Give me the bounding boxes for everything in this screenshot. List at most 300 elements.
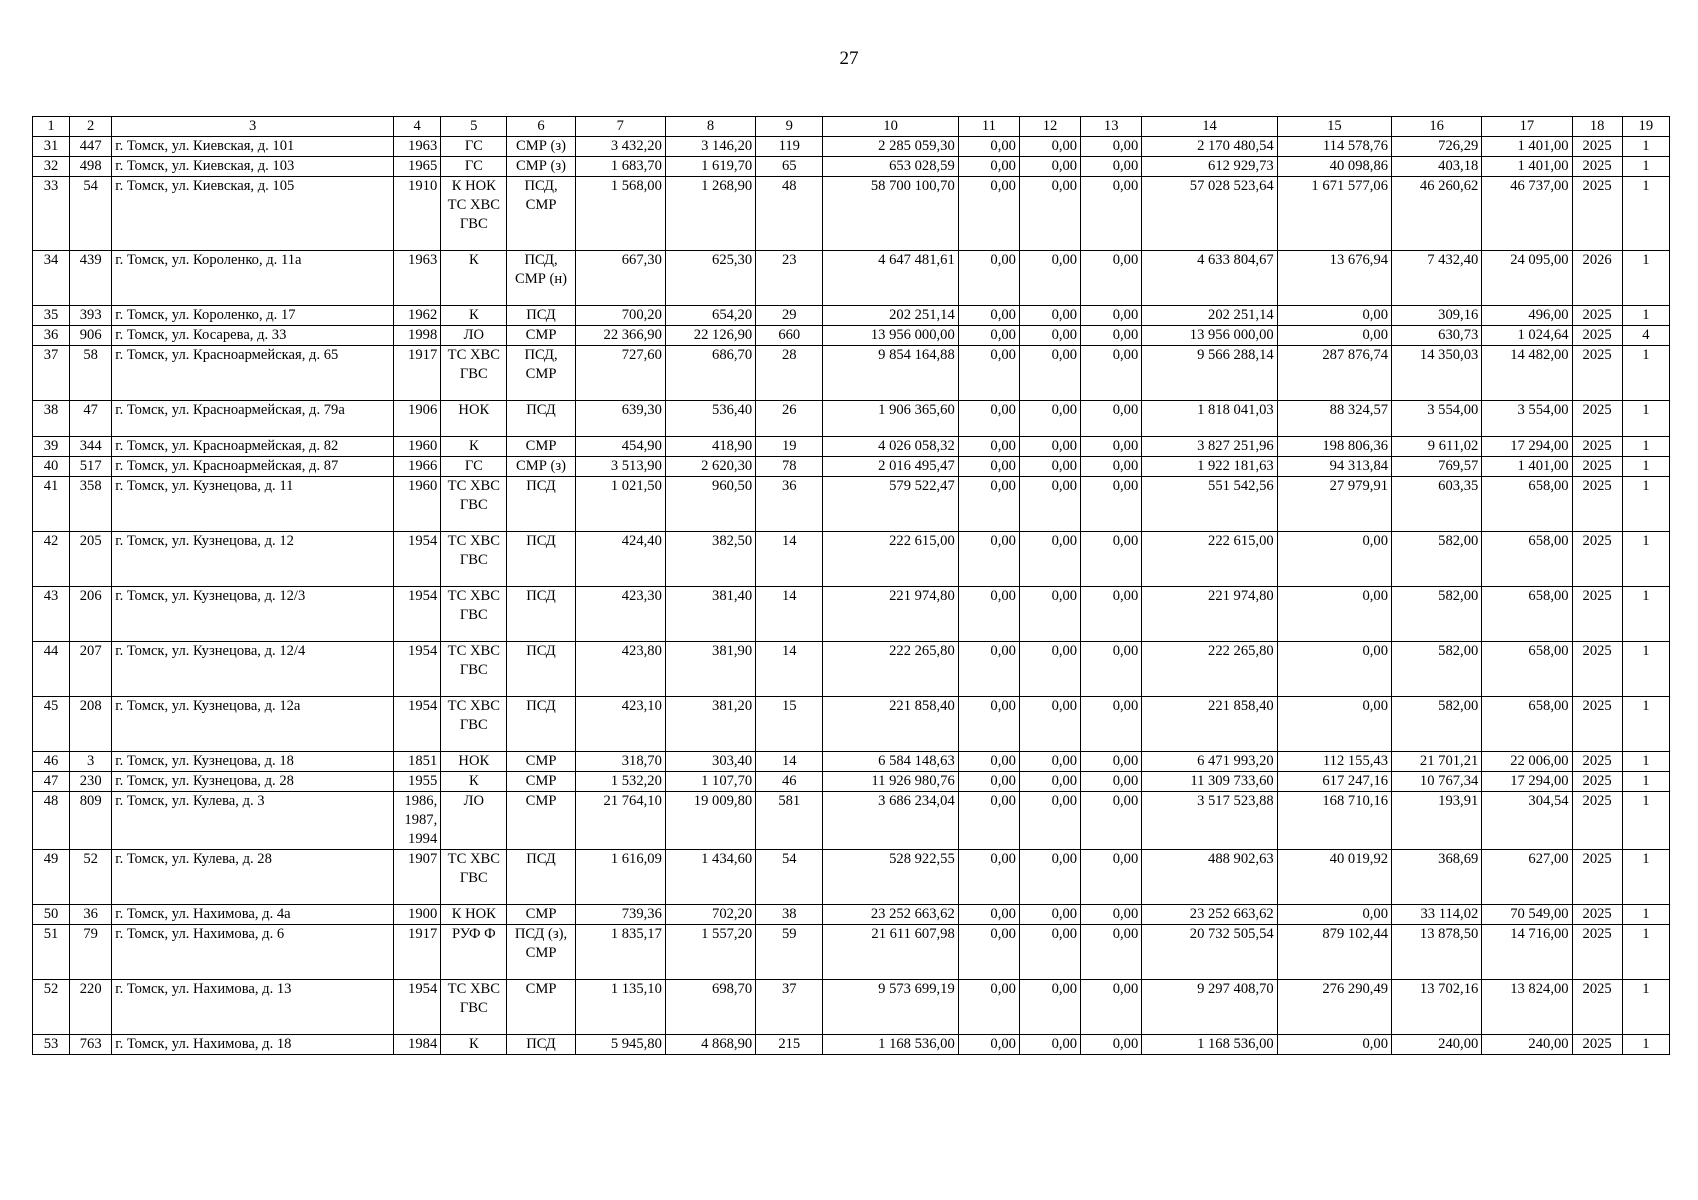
cell-work-stage: ПСД — [507, 697, 575, 752]
cell-cost-col-15: 1 671 577,06 — [1277, 177, 1391, 251]
cell-work-types: РУФ Ф — [441, 925, 507, 980]
cell-house-id: 358 — [70, 477, 112, 532]
cell-max-unit-cost: 24 095,00 — [1482, 251, 1572, 306]
cell-max-unit-cost: 14 716,00 — [1482, 925, 1572, 980]
cell-total-area: 318,70 — [575, 752, 665, 772]
cell-cost-col-12: 0,00 — [1019, 772, 1080, 792]
cell-cost-col-12: 0,00 — [1019, 925, 1080, 980]
cell-cost-col-12: 0,00 — [1019, 752, 1080, 772]
table-row — [33, 792, 1670, 850]
column-header-17: 17 — [1482, 117, 1572, 137]
table-header — [33, 117, 1670, 137]
cell-total-area: 1 568,00 — [575, 177, 665, 251]
cell-address: г. Томск, ул. Нахимова, д. 18 — [112, 1035, 394, 1055]
table-row — [33, 251, 1670, 306]
cell-unit-cost: 193,91 — [1392, 792, 1482, 850]
cell-cost-col-13: 0,00 — [1081, 457, 1142, 477]
cell-year-built: 1900 — [394, 905, 441, 925]
cell-cost-col-15: 0,00 — [1277, 306, 1391, 326]
cell-living-area: 1 434,60 — [665, 850, 755, 905]
cell-cost-col-12: 0,00 — [1019, 306, 1080, 326]
column-header-16: 16 — [1392, 117, 1482, 137]
table-row — [33, 752, 1670, 772]
cell-address: г. Томск, ул. Красноармейская, д. 79а — [112, 401, 394, 437]
header-row — [33, 117, 1670, 137]
cell-row-number: 47 — [33, 772, 70, 792]
column-header-5: 5 — [441, 117, 507, 137]
cell-cost-col-13: 0,00 — [1081, 346, 1142, 401]
cell-house-id: 54 — [70, 177, 112, 251]
cell-total-area: 727,60 — [575, 346, 665, 401]
cell-unit-cost: 3 554,00 — [1392, 401, 1482, 437]
cell-row-number: 49 — [33, 850, 70, 905]
column-header-3: 3 — [112, 117, 394, 137]
cell-total-cost: 21 611 607,98 — [823, 925, 958, 980]
cell-total-area: 423,30 — [575, 587, 665, 642]
cell-year-built: 1986, 1987, 1994 — [394, 792, 441, 850]
cell-house-id: 79 — [70, 925, 112, 980]
cell-year-built: 1954 — [394, 587, 441, 642]
cell-cost-col-14: 9 566 288,14 — [1142, 346, 1277, 401]
cell-address: г. Томск, ул. Красноармейская, д. 87 — [112, 457, 394, 477]
cell-residents: 38 — [756, 905, 823, 925]
cell-unit-cost: 33 114,02 — [1392, 905, 1482, 925]
cell-cost-col-11: 0,00 — [958, 642, 1019, 697]
cell-year-built: 1906 — [394, 401, 441, 437]
cell-cost-col-12: 0,00 — [1019, 457, 1080, 477]
cell-cost-col-14: 222 615,00 — [1142, 532, 1277, 587]
cell-address: г. Томск, ул. Киевская, д. 103 — [112, 157, 394, 177]
cell-house-id: 393 — [70, 306, 112, 326]
cell-living-area: 1 268,90 — [665, 177, 755, 251]
cell-address: г. Томск, ул. Кузнецова, д. 28 — [112, 772, 394, 792]
cell-address: г. Томск, ул. Киевская, д. 101 — [112, 137, 394, 157]
cell-address: г. Томск, ул. Короленко, д. 17 — [112, 306, 394, 326]
cell-cost-col-12: 0,00 — [1019, 587, 1080, 642]
cell-house-id: 498 — [70, 157, 112, 177]
cell-cost-col-12: 0,00 — [1019, 850, 1080, 905]
table-row — [33, 850, 1670, 905]
cell-max-unit-cost: 1 401,00 — [1482, 137, 1572, 157]
cell-work-types: ТС ХВС ГВС — [441, 642, 507, 697]
cell-row-number: 46 — [33, 752, 70, 772]
cell-max-unit-cost: 3 554,00 — [1482, 401, 1572, 437]
cell-residents: 14 — [756, 752, 823, 772]
cell-cost-col-14: 488 902,63 — [1142, 850, 1277, 905]
cell-work-types: ТС ХВС ГВС — [441, 532, 507, 587]
cell-cost-col-11: 0,00 — [958, 925, 1019, 980]
table-row — [33, 437, 1670, 457]
cell-col-19: 1 — [1622, 587, 1669, 642]
cell-row-number: 32 — [33, 157, 70, 177]
cell-cost-col-11: 0,00 — [958, 306, 1019, 326]
cell-unit-cost: 368,69 — [1392, 850, 1482, 905]
cell-work-stage: ПСД — [507, 532, 575, 587]
cell-col-19: 1 — [1622, 925, 1669, 980]
cell-cost-col-15: 0,00 — [1277, 642, 1391, 697]
cell-unit-cost: 309,16 — [1392, 306, 1482, 326]
cell-work-types: К — [441, 437, 507, 457]
cell-max-unit-cost: 22 006,00 — [1482, 752, 1572, 772]
cell-max-unit-cost: 658,00 — [1482, 642, 1572, 697]
table-row — [33, 346, 1670, 401]
cell-unit-cost: 9 611,02 — [1392, 437, 1482, 457]
cell-house-id: 205 — [70, 532, 112, 587]
cell-address: г. Томск, ул. Кузнецова, д. 12/3 — [112, 587, 394, 642]
cell-cost-col-11: 0,00 — [958, 850, 1019, 905]
cell-residents: 119 — [756, 137, 823, 157]
cell-residents: 29 — [756, 306, 823, 326]
column-header-18: 18 — [1572, 117, 1622, 137]
table-row — [33, 157, 1670, 177]
cell-total-area: 5 945,80 — [575, 1035, 665, 1055]
cell-row-number: 42 — [33, 532, 70, 587]
cell-work-types: ГС — [441, 157, 507, 177]
cell-max-unit-cost: 240,00 — [1482, 1035, 1572, 1055]
cell-total-cost: 222 265,80 — [823, 642, 958, 697]
cell-row-number: 52 — [33, 980, 70, 1035]
cell-unit-cost: 603,35 — [1392, 477, 1482, 532]
cell-year-built: 1960 — [394, 477, 441, 532]
cell-work-stage: ПСД, СМР (н) — [507, 251, 575, 306]
cell-cost-col-15: 198 806,36 — [1277, 437, 1391, 457]
cell-cost-col-14: 6 471 993,20 — [1142, 752, 1277, 772]
cell-unit-cost: 13 878,50 — [1392, 925, 1482, 980]
cell-living-area: 381,90 — [665, 642, 755, 697]
cell-cost-col-14: 20 732 505,54 — [1142, 925, 1277, 980]
cell-row-number: 44 — [33, 642, 70, 697]
cell-residents: 37 — [756, 980, 823, 1035]
cell-work-types: К НОК ТС ХВС ГВС — [441, 177, 507, 251]
cell-row-number: 38 — [33, 401, 70, 437]
cell-cost-col-13: 0,00 — [1081, 532, 1142, 587]
cell-plan-year: 2025 — [1572, 177, 1622, 251]
cell-cost-col-12: 0,00 — [1019, 437, 1080, 457]
cell-col-19: 1 — [1622, 980, 1669, 1035]
cell-cost-col-15: 0,00 — [1277, 697, 1391, 752]
cell-plan-year: 2025 — [1572, 752, 1622, 772]
cell-cost-col-11: 0,00 — [958, 157, 1019, 177]
cell-work-stage: СМР (з) — [507, 137, 575, 157]
cell-total-area: 22 366,90 — [575, 326, 665, 346]
cell-plan-year: 2025 — [1572, 306, 1622, 326]
cell-residents: 14 — [756, 532, 823, 587]
cell-col-19: 1 — [1622, 157, 1669, 177]
cell-total-cost: 4 647 481,61 — [823, 251, 958, 306]
cell-residents: 660 — [756, 326, 823, 346]
cell-plan-year: 2026 — [1572, 251, 1622, 306]
cell-row-number: 39 — [33, 437, 70, 457]
cell-col-19: 1 — [1622, 457, 1669, 477]
cell-plan-year: 2025 — [1572, 792, 1622, 850]
cell-living-area: 698,70 — [665, 980, 755, 1035]
cell-col-19: 1 — [1622, 1035, 1669, 1055]
cell-residents: 46 — [756, 772, 823, 792]
cell-work-types: ТС ХВС ГВС — [441, 477, 507, 532]
cell-residents: 36 — [756, 477, 823, 532]
cell-cost-col-15: 0,00 — [1277, 905, 1391, 925]
cell-residents: 28 — [756, 346, 823, 401]
cell-plan-year: 2025 — [1572, 642, 1622, 697]
cell-work-stage: СМР — [507, 905, 575, 925]
cell-unit-cost: 582,00 — [1392, 532, 1482, 587]
cell-total-area: 667,30 — [575, 251, 665, 306]
cell-cost-col-13: 0,00 — [1081, 177, 1142, 251]
cell-max-unit-cost: 13 824,00 — [1482, 980, 1572, 1035]
cell-total-area: 739,36 — [575, 905, 665, 925]
cell-address: г. Томск, ул. Кулева, д. 28 — [112, 850, 394, 905]
cell-work-types: К — [441, 306, 507, 326]
cell-living-area: 22 126,90 — [665, 326, 755, 346]
table-row — [33, 457, 1670, 477]
table-row — [33, 401, 1670, 437]
cell-cost-col-12: 0,00 — [1019, 905, 1080, 925]
table-row — [33, 532, 1670, 587]
cell-cost-col-15: 88 324,57 — [1277, 401, 1391, 437]
cell-address: г. Томск, ул. Красноармейская, д. 82 — [112, 437, 394, 457]
cell-year-built: 1851 — [394, 752, 441, 772]
cell-total-area: 1 683,70 — [575, 157, 665, 177]
cell-house-id: 207 — [70, 642, 112, 697]
cell-col-19: 1 — [1622, 792, 1669, 850]
cell-cost-col-15: 94 313,84 — [1277, 457, 1391, 477]
cell-residents: 19 — [756, 437, 823, 457]
table-row — [33, 306, 1670, 326]
table-row — [33, 1035, 1670, 1055]
table-row — [33, 980, 1670, 1035]
cell-cost-col-12: 0,00 — [1019, 346, 1080, 401]
cell-house-id: 206 — [70, 587, 112, 642]
cell-max-unit-cost: 46 737,00 — [1482, 177, 1572, 251]
cell-house-id: 230 — [70, 772, 112, 792]
cell-col-19: 1 — [1622, 642, 1669, 697]
cell-living-area: 3 146,20 — [665, 137, 755, 157]
cell-living-area: 381,40 — [665, 587, 755, 642]
cell-col-19: 1 — [1622, 697, 1669, 752]
cell-cost-col-14: 3 827 251,96 — [1142, 437, 1277, 457]
cell-cost-col-13: 0,00 — [1081, 850, 1142, 905]
cell-cost-col-13: 0,00 — [1081, 792, 1142, 850]
cell-cost-col-14: 13 956 000,00 — [1142, 326, 1277, 346]
cell-cost-col-14: 3 517 523,88 — [1142, 792, 1277, 850]
cell-cost-col-13: 0,00 — [1081, 157, 1142, 177]
cell-address: г. Томск, ул. Нахимова, д. 13 — [112, 980, 394, 1035]
cell-cost-col-15: 0,00 — [1277, 587, 1391, 642]
cell-unit-cost: 630,73 — [1392, 326, 1482, 346]
column-header-6: 6 — [507, 117, 575, 137]
cell-col-19: 1 — [1622, 137, 1669, 157]
cell-total-area: 1 835,17 — [575, 925, 665, 980]
column-header-10: 10 — [823, 117, 958, 137]
cell-cost-col-15: 0,00 — [1277, 326, 1391, 346]
cell-row-number: 50 — [33, 905, 70, 925]
cell-house-id: 208 — [70, 697, 112, 752]
cell-address: г. Томск, ул. Кузнецова, д. 12 — [112, 532, 394, 587]
cell-col-19: 1 — [1622, 401, 1669, 437]
cell-total-cost: 2 016 495,47 — [823, 457, 958, 477]
cell-col-19: 1 — [1622, 477, 1669, 532]
registry-table — [32, 116, 1670, 1055]
cell-total-cost: 222 615,00 — [823, 532, 958, 587]
cell-unit-cost: 582,00 — [1392, 587, 1482, 642]
cell-house-id: 220 — [70, 980, 112, 1035]
cell-plan-year: 2025 — [1572, 437, 1622, 457]
cell-row-number: 34 — [33, 251, 70, 306]
cell-work-stage: ПСД — [507, 850, 575, 905]
table-row — [33, 177, 1670, 251]
cell-total-area: 700,20 — [575, 306, 665, 326]
cell-cost-col-13: 0,00 — [1081, 587, 1142, 642]
cell-total-cost: 202 251,14 — [823, 306, 958, 326]
cell-unit-cost: 13 702,16 — [1392, 980, 1482, 1035]
cell-address: г. Томск, ул. Кузнецова, д. 11 — [112, 477, 394, 532]
cell-residents: 15 — [756, 697, 823, 752]
column-header-11: 11 — [958, 117, 1019, 137]
cell-house-id: 906 — [70, 326, 112, 346]
cell-plan-year: 2025 — [1572, 697, 1622, 752]
cell-work-stage: ПСД — [507, 642, 575, 697]
cell-row-number: 53 — [33, 1035, 70, 1055]
cell-year-built: 1917 — [394, 925, 441, 980]
table-row — [33, 905, 1670, 925]
cell-work-stage: СМР — [507, 326, 575, 346]
cell-work-types: ТС ХВС ГВС — [441, 980, 507, 1035]
cell-max-unit-cost: 1 401,00 — [1482, 157, 1572, 177]
cell-work-stage: СМР — [507, 772, 575, 792]
cell-living-area: 625,30 — [665, 251, 755, 306]
cell-cost-col-13: 0,00 — [1081, 925, 1142, 980]
cell-address: г. Томск, ул. Кулева, д. 3 — [112, 792, 394, 850]
cell-living-area: 1 107,70 — [665, 772, 755, 792]
cell-cost-col-13: 0,00 — [1081, 642, 1142, 697]
cell-row-number: 33 — [33, 177, 70, 251]
cell-work-stage: ПСД (з), СМР — [507, 925, 575, 980]
cell-max-unit-cost: 658,00 — [1482, 697, 1572, 752]
cell-house-id: 52 — [70, 850, 112, 905]
cell-cost-col-15: 168 710,16 — [1277, 792, 1391, 850]
table-row — [33, 137, 1670, 157]
table-row — [33, 925, 1670, 980]
cell-max-unit-cost: 70 549,00 — [1482, 905, 1572, 925]
cell-plan-year: 2025 — [1572, 1035, 1622, 1055]
cell-plan-year: 2025 — [1572, 137, 1622, 157]
cell-cost-col-12: 0,00 — [1019, 326, 1080, 346]
cell-max-unit-cost: 1 401,00 — [1482, 457, 1572, 477]
cell-cost-col-11: 0,00 — [958, 752, 1019, 772]
cell-total-area: 424,40 — [575, 532, 665, 587]
cell-address: г. Томск, ул. Красноармейская, д. 65 — [112, 346, 394, 401]
cell-address: г. Томск, ул. Косарева, д. 33 — [112, 326, 394, 346]
cell-cost-col-14: 57 028 523,64 — [1142, 177, 1277, 251]
cell-unit-cost: 769,57 — [1392, 457, 1482, 477]
cell-unit-cost: 7 432,40 — [1392, 251, 1482, 306]
cell-cost-col-13: 0,00 — [1081, 437, 1142, 457]
cell-max-unit-cost: 658,00 — [1482, 587, 1572, 642]
cell-total-area: 3 432,20 — [575, 137, 665, 157]
cell-col-19: 1 — [1622, 532, 1669, 587]
cell-max-unit-cost: 1 024,64 — [1482, 326, 1572, 346]
cell-total-cost: 221 858,40 — [823, 697, 958, 752]
cell-residents: 26 — [756, 401, 823, 437]
cell-year-built: 1907 — [394, 850, 441, 905]
cell-living-area: 686,70 — [665, 346, 755, 401]
cell-house-id: 439 — [70, 251, 112, 306]
cell-house-id: 517 — [70, 457, 112, 477]
cell-cost-col-14: 221 858,40 — [1142, 697, 1277, 752]
cell-unit-cost: 46 260,62 — [1392, 177, 1482, 251]
table-row — [33, 587, 1670, 642]
cell-cost-col-14: 2 170 480,54 — [1142, 137, 1277, 157]
cell-living-area: 2 620,30 — [665, 457, 755, 477]
cell-total-area: 21 764,10 — [575, 792, 665, 850]
cell-cost-col-13: 0,00 — [1081, 251, 1142, 306]
cell-plan-year: 2025 — [1572, 905, 1622, 925]
cell-unit-cost: 582,00 — [1392, 697, 1482, 752]
cell-cost-col-14: 1 168 536,00 — [1142, 1035, 1277, 1055]
cell-living-area: 382,50 — [665, 532, 755, 587]
cell-work-types: ЛО — [441, 792, 507, 850]
cell-cost-col-14: 11 309 733,60 — [1142, 772, 1277, 792]
cell-cost-col-11: 0,00 — [958, 980, 1019, 1035]
cell-row-number: 36 — [33, 326, 70, 346]
cell-max-unit-cost: 658,00 — [1482, 532, 1572, 587]
column-header-7: 7 — [575, 117, 665, 137]
cell-cost-col-15: 276 290,49 — [1277, 980, 1391, 1035]
cell-cost-col-11: 0,00 — [958, 177, 1019, 251]
cell-house-id: 36 — [70, 905, 112, 925]
cell-cost-col-11: 0,00 — [958, 401, 1019, 437]
cell-cost-col-14: 1 922 181,63 — [1142, 457, 1277, 477]
cell-row-number: 35 — [33, 306, 70, 326]
cell-unit-cost: 403,18 — [1392, 157, 1482, 177]
cell-total-cost: 1 906 365,60 — [823, 401, 958, 437]
cell-work-stage: ПСД — [507, 401, 575, 437]
cell-work-types: К — [441, 251, 507, 306]
column-header-19: 19 — [1622, 117, 1669, 137]
cell-work-stage: ПСД — [507, 1035, 575, 1055]
cell-house-id: 344 — [70, 437, 112, 457]
cell-cost-col-11: 0,00 — [958, 437, 1019, 457]
cell-max-unit-cost: 627,00 — [1482, 850, 1572, 905]
cell-living-area: 536,40 — [665, 401, 755, 437]
cell-total-cost: 11 926 980,76 — [823, 772, 958, 792]
cell-total-cost: 579 522,47 — [823, 477, 958, 532]
cell-col-19: 1 — [1622, 177, 1669, 251]
cell-total-cost: 653 028,59 — [823, 157, 958, 177]
cell-total-area: 423,80 — [575, 642, 665, 697]
cell-year-built: 1910 — [394, 177, 441, 251]
cell-year-built: 1954 — [394, 980, 441, 1035]
cell-cost-col-13: 0,00 — [1081, 697, 1142, 752]
cell-cost-col-12: 0,00 — [1019, 642, 1080, 697]
table-row — [33, 697, 1670, 752]
column-header-13: 13 — [1081, 117, 1142, 137]
cell-house-id: 58 — [70, 346, 112, 401]
column-header-8: 8 — [665, 117, 755, 137]
cell-max-unit-cost: 14 482,00 — [1482, 346, 1572, 401]
cell-work-stage: ПСД, СМР — [507, 346, 575, 401]
cell-plan-year: 2025 — [1572, 457, 1622, 477]
cell-max-unit-cost: 17 294,00 — [1482, 437, 1572, 457]
cell-row-number: 51 — [33, 925, 70, 980]
cell-row-number: 45 — [33, 697, 70, 752]
cell-work-types: ТС ХВС ГВС — [441, 850, 507, 905]
cell-col-19: 4 — [1622, 326, 1669, 346]
cell-year-built: 1966 — [394, 457, 441, 477]
cell-living-area: 303,40 — [665, 752, 755, 772]
cell-plan-year: 2025 — [1572, 157, 1622, 177]
cell-residents: 23 — [756, 251, 823, 306]
